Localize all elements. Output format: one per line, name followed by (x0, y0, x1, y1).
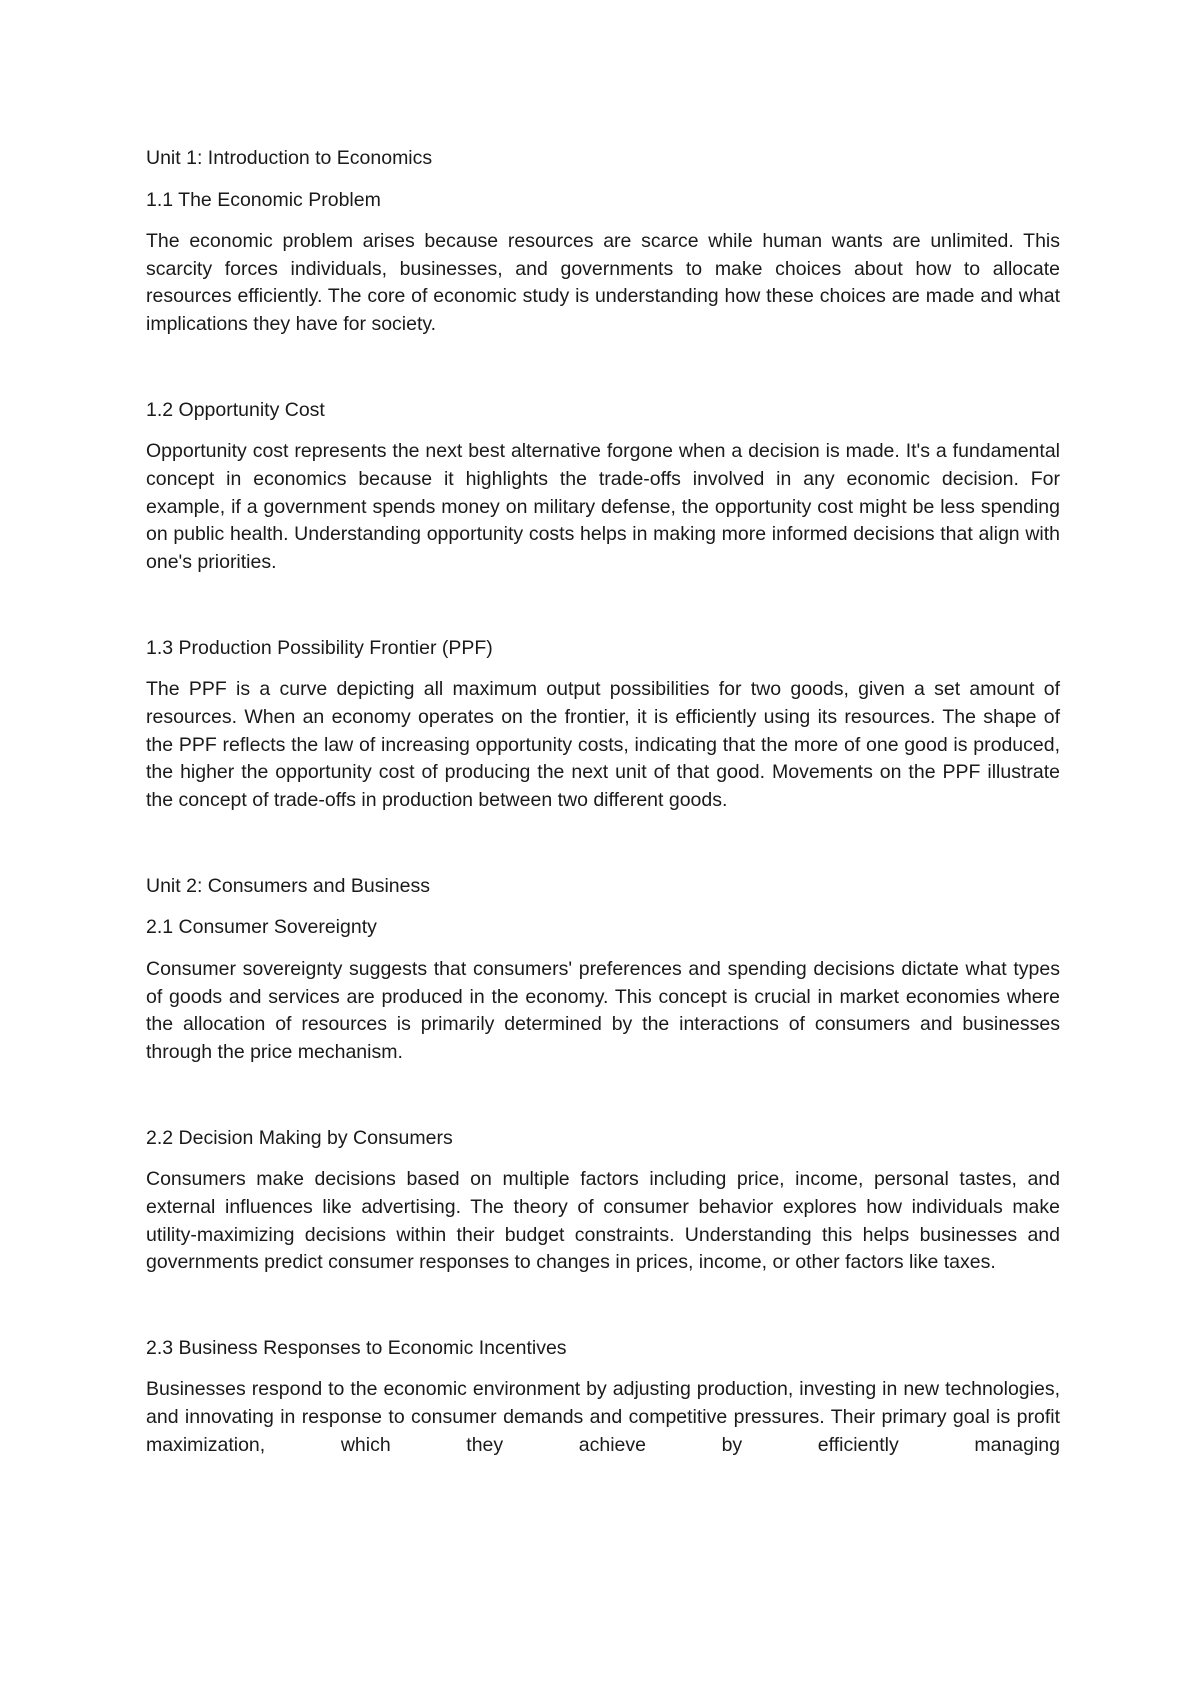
section-2-1-heading: 2.1 Consumer Sovereignty (146, 916, 377, 939)
spacer (146, 577, 1060, 635)
section-1-1-body: The economic problem arises because resources are scarce while human wants are unlimited. This scarcity forces individuals, businesses, and governments to make choices about how to allocate resources efficiently. The core of economic study is understanding how these choices are made and what implications they have for society. (146, 230, 1060, 336)
section-1-2-heading: 1.2 Opportunity Cost (146, 398, 325, 421)
section-1-1-heading: 1.1 The Economic Problem (146, 188, 381, 211)
document-page (146, 145, 1060, 1487)
section-2-2-body: Consumers make decisions based on multiple factors including price, income, personal tastes, and external influences like advertising. The theory of consumer behavior explores how individuals make utility-maximizing decisions within their budget constraints. Understanding this helps businesses and governments predict consumer responses to changes in prices, income, or other factors like taxes. (146, 1168, 1060, 1274)
section-2-3-heading: 2.3 Business Responses to Economic Incentives (146, 1336, 567, 1359)
unit-2-title: Unit 2: Consumers and Business (146, 874, 430, 897)
section-2-2-heading: 2.2 Decision Making by Consumers (146, 1126, 453, 1149)
spacer (146, 339, 1060, 397)
spacer (146, 815, 1060, 873)
section-2-3-body: Businesses respond to the economic environment by adjusting production, investing in new technologies, and innovating in response to consumer demands and competitive pressures. Their primary goal is profit maximization, which they achieve by efficiently managing (146, 1378, 1060, 1456)
spacer (146, 1067, 1060, 1125)
spacer (146, 1277, 1060, 1335)
section-2-1-body: Consumer sovereignty suggests that consumers' preferences and spending decisions dictate what types of goods and services are produced in the economy. This concept is crucial in market economies where the allocation of resources is primarily determined by the interactions of consumers and businesses through the price mechanism. (146, 957, 1060, 1063)
section-1-3-heading: 1.3 Production Possibility Frontier (PPF) (146, 636, 493, 659)
section-1-2-body: Opportunity cost represents the next best alternative forgone when a decision is made. It's a fundamental concept in economics because it highlights the trade-offs involved in any economic decision. For example, if a government spends money on military defense, the opportunity cost might be less spending on public health. Understanding opportunity costs helps in making more informed decisions that align with one's priorities. (146, 440, 1060, 574)
section-1-3-body: The PPF is a curve depicting all maximum output possibilities for two goods, given a set amount of resources. When an economy operates on the frontier, it is efficiently using its resources. The shape of the PPF reflects the law of increasing opportunity costs, indicating that the more of one good is produced, the higher the opportunity cost of producing the next unit of that good. Movements on the PPF illustrate the concept of trade-offs in production between two different goods. (146, 678, 1060, 812)
unit-1-title: Unit 1: Introduction to Economics (146, 147, 433, 169)
